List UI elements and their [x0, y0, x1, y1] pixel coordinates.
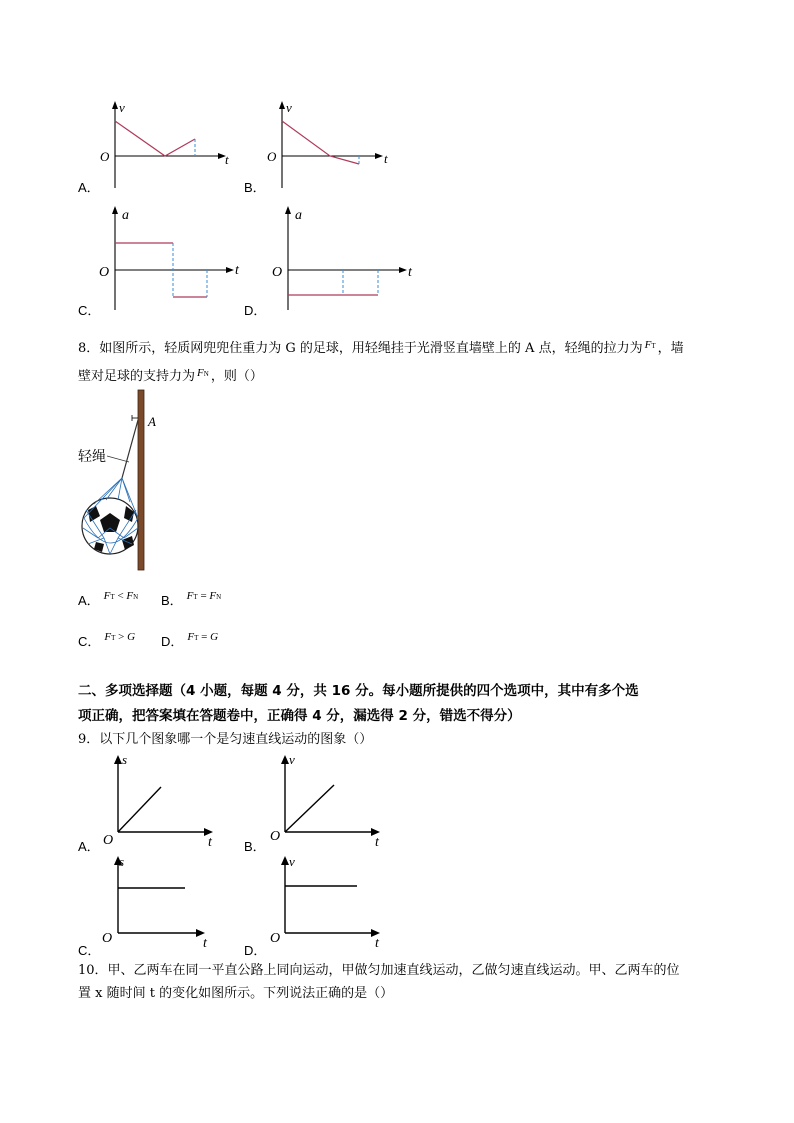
- s-t-line: [118, 787, 161, 832]
- y-arrow: [285, 206, 291, 214]
- section-2-heading-line1: 二、多项选择题（4 小题，每题 4 分，共 16 分。每小题所提供的四个选项中，其中有多个选: [78, 683, 639, 699]
- x-arrow: [399, 267, 407, 273]
- q7-graph-a-svg: [95, 100, 245, 195]
- q8-option-c-label: C．: [78, 634, 101, 649]
- q9-option-d-label[interactable]: D．: [244, 943, 267, 958]
- origin-label: O: [100, 149, 110, 164]
- v-curve: [282, 121, 359, 164]
- x-axis-label: t: [375, 835, 379, 850]
- q8-option-a-label: A．: [78, 593, 100, 608]
- x-axis-label: t: [375, 936, 379, 948]
- y-axis-label: a: [122, 208, 129, 223]
- q8-option-d[interactable]: [161, 631, 218, 650]
- q7-option-a-label[interactable]: A．: [78, 180, 100, 195]
- q9-graph-b: [262, 752, 397, 852]
- q9-graph-d-svg: [262, 853, 397, 948]
- q7-option-d-label[interactable]: D．: [244, 303, 267, 318]
- q8-option-b-label: B．: [161, 593, 183, 608]
- q9-graph-a: [95, 752, 230, 852]
- q9-option-b-label[interactable]: B．: [244, 839, 266, 854]
- origin-label: O: [270, 829, 281, 844]
- y-axis-label: s: [119, 854, 125, 869]
- q8-text-2: 壁对足球的支持力为: [78, 369, 196, 384]
- q8-option-d-label: D．: [161, 634, 184, 649]
- v-curve: [115, 121, 195, 156]
- q8-option-a-expr: FT < FN: [103, 590, 139, 602]
- q8-option-a[interactable]: [78, 590, 138, 609]
- origin-label: O: [272, 265, 283, 280]
- v-t-line: [285, 785, 334, 832]
- y-axis-label: a: [295, 208, 302, 223]
- section-2-heading-line2: 项正确，把答案填在答题卷中，正确得 4 分，漏选得 2 分，错选不得分）: [78, 708, 521, 724]
- x-arrow: [375, 153, 383, 159]
- y-arrow: [114, 755, 122, 764]
- q7-graph-a: [95, 100, 245, 195]
- x-axis-label: t: [208, 835, 212, 850]
- q8-FT-symbol: FT: [644, 339, 656, 351]
- q7-graph-b-svg: [262, 100, 412, 195]
- origin-label: O: [270, 931, 281, 946]
- wall: [138, 390, 144, 570]
- rope: [122, 420, 138, 478]
- y-axis-label: v: [289, 752, 295, 767]
- y-arrow: [112, 101, 118, 109]
- q8-figure-svg: [74, 388, 174, 573]
- q8-option-d-expr: FT = G: [187, 631, 219, 643]
- q9-graph-a-svg: [95, 752, 230, 852]
- origin-label: O: [102, 931, 113, 946]
- q7-graph-c: [95, 205, 255, 315]
- y-axis-label: v: [286, 100, 292, 115]
- origin-label: O: [103, 833, 114, 848]
- q8-option-b[interactable]: [161, 590, 221, 609]
- q8-text-1: 8．如图所示，轻质网兜兜住重力为 G 的足球，用轻绳挂于光滑竖直墙壁上的 A 点，轻绳的拉力为: [78, 341, 643, 356]
- x-axis-label: t: [408, 265, 412, 280]
- q7-graph-d: [268, 205, 428, 315]
- x-axis-label: t: [384, 151, 388, 166]
- y-arrow: [281, 856, 289, 865]
- x-axis-label: t: [225, 152, 229, 167]
- q8-option-b-expr: FT = FN: [186, 590, 222, 602]
- point-a-label: A: [148, 414, 156, 429]
- q9-graph-d: [262, 853, 397, 948]
- q7-graph-c-svg: [95, 205, 255, 315]
- q9-stem: 9．以下几个图象哪一个是匀速直线运动的图象（）: [78, 732, 373, 747]
- q9-graph-c-svg: [95, 853, 230, 948]
- origin-label: O: [99, 265, 110, 280]
- q7-option-c-label[interactable]: C．: [78, 303, 101, 318]
- q8-option-c[interactable]: [78, 631, 135, 650]
- x-axis-label: t: [203, 936, 207, 948]
- q8-stem-line2: [78, 366, 263, 389]
- q10-stem-line2: 置 x 随时间 t 的变化如图所示。下列说法正确的是（）: [78, 986, 394, 1001]
- y-axis-label: v: [289, 854, 295, 869]
- q9-graph-c: [95, 853, 230, 948]
- q8-FN-symbol: FN: [197, 367, 209, 379]
- q8-option-c-expr: FT > G: [104, 631, 136, 643]
- q8-text-2-tail: ，则（）: [210, 369, 263, 384]
- q7-graph-b: [262, 100, 412, 195]
- y-arrow: [279, 101, 285, 109]
- x-axis-label: t: [235, 263, 239, 278]
- q8-text-1-tail: ，墙: [657, 341, 684, 356]
- y-axis-label: v: [119, 100, 125, 115]
- rope-label: 轻绳: [78, 449, 106, 465]
- q7-option-b-label[interactable]: B．: [244, 180, 266, 195]
- x-arrow: [226, 267, 234, 273]
- q9-option-c-label[interactable]: C．: [78, 943, 101, 958]
- q8-stem-line1: [78, 338, 684, 361]
- q7-graph-d-svg: [268, 205, 428, 315]
- rope-label-leader: [107, 456, 129, 462]
- q9-graph-b-svg: [262, 752, 397, 852]
- y-arrow: [112, 206, 118, 214]
- q9-option-a-label[interactable]: A．: [78, 839, 100, 854]
- y-arrow: [281, 755, 289, 764]
- y-axis-label: s: [122, 752, 128, 767]
- origin-label: O: [267, 149, 277, 164]
- q10-stem-line1: 10．甲、乙两车在同一平直公路上同向运动，甲做匀加速直线运动，乙做匀速直线运动。甲、乙两车的位: [78, 963, 680, 978]
- q8-figure: [74, 388, 174, 573]
